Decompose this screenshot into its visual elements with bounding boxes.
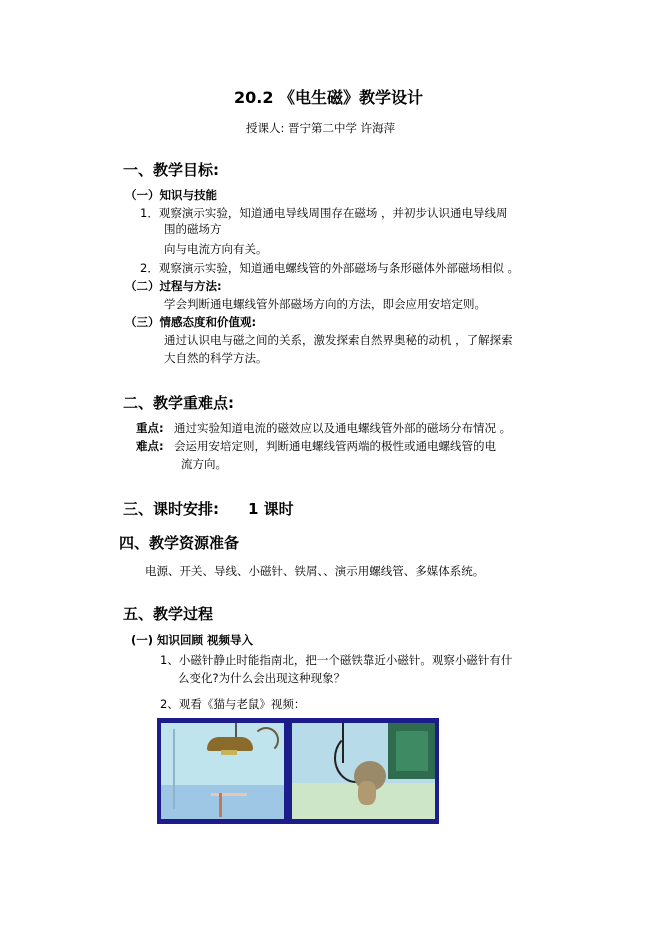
section-3-heading: 三、课时安排:	[123, 500, 219, 518]
key-point-label: 重点:	[136, 421, 164, 435]
video-still-right	[292, 723, 435, 819]
section-5-heading: 五、教学过程	[123, 605, 214, 623]
section-2-heading: 二、教学重难点:	[123, 394, 234, 412]
section-1-item1-line2: 围的磁场方	[164, 222, 222, 236]
section-1-sub2: （二）过程与方法:	[125, 279, 222, 293]
difficulty-line1: 会运用安培定则，判断通电螺线管两端的极性或通电螺线管的电	[174, 439, 496, 453]
section-1-item1-line1: 1．观察演示实验，知道通电导线周围存在磁场 ，并初步认识通电导线周	[140, 206, 508, 220]
section-1-sub3-line2: 大自然的科学方法。	[164, 351, 268, 365]
section-1-sub3-line1: 通过认识电与磁之间的关系，激发探索自然界奥秘的动机 ，了解探索	[164, 333, 513, 347]
page-title: 20.2 《电生磁》教学设计	[234, 88, 424, 107]
section-5-sub1: (一) 知识回顾 视频导入	[131, 633, 254, 647]
section-1-sub1: （一）知识与技能	[125, 188, 217, 202]
section-1-item1-line3: 向与电流方向有关。	[164, 242, 268, 256]
author-line: 授课人: 晋宁第二中学 许海萍	[246, 121, 396, 135]
section-1-sub2-text: 学会判断通电螺线管外部磁场方向的方法，即会应用安培定则。	[164, 297, 486, 311]
section-5-item1-line1: 1、小磁针静止时能指南北，把一个磁铁靠近小磁针。观察小磁针有什	[160, 653, 513, 667]
section-4-heading: 四、教学资源准备	[119, 534, 240, 552]
section-4-text: 电源、开关、导线、小磁针、铁屑、、演示用螺线管、多媒体系统。	[145, 564, 485, 578]
key-point-text: 通过实验知道电流的磁效应以及通电螺线管外部的磁场分布情况 。	[174, 421, 512, 435]
section-1-sub3: （三）情感态度和价值观:	[125, 315, 257, 329]
section-5-item2: 2、观看《猫与老鼠》视频：	[160, 697, 306, 711]
video-stills-image	[157, 718, 439, 824]
section-3-value: 1 课时	[248, 500, 294, 518]
difficulty-line2: 流方向。	[181, 457, 227, 471]
section-1-item2: 2．观察演示实验，知道通电螺线管的外部磁场与条形磁体外部磁场相似 。	[140, 261, 519, 275]
section-5-item1-line2: 么变化?为什么会出现这种现象？	[178, 671, 346, 685]
video-still-left	[161, 723, 284, 819]
difficulty-label: 难点:	[136, 439, 164, 453]
section-1-heading: 一、教学目标:	[123, 161, 219, 179]
